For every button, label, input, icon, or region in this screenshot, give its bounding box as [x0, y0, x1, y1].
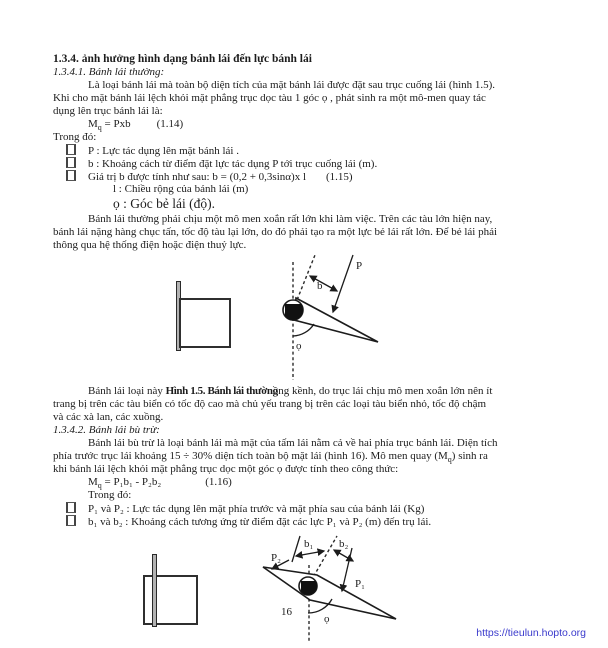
inline-subscript: q — [447, 455, 452, 465]
rudder-blade — [179, 298, 231, 348]
paragraph-line: Bánh lái bù trừ là loại bánh lái mà mặt của tấm lái nằm cả về hai phía trục bánh lái. Diện tích — [88, 437, 498, 449]
paragraph-text: Bánh lái loại này — [88, 385, 166, 397]
paragraph-line: dụng lên trục bánh lái là: — [53, 105, 163, 117]
formula-base: M — [88, 476, 98, 488]
paragraph-line: phía trước trục lái khoảng 15 ÷ 30% diện tích toàn bộ mặt lái (hình 16). Mô men quay $(M_q)$ sinh ra — [53, 450, 488, 465]
rudder-top-view — [270, 252, 460, 389]
paragraph-line: trang bị trên các tàu biển có tốc độ cao mà chủ yếu trang bị trên các loại tàu biển nhỏ, tốc độ chậm — [53, 398, 487, 410]
bullet-text: b₁ và b₂ : Khoảng cách tương ứng từ điểm đặt các lực P₁ và P₂ (m) đến trụ lái. — [88, 516, 432, 528]
page-number: 16 — [281, 606, 292, 618]
bullet-text: b : Khoảng cách từ điểm đặt lực tác dụng P tới trục cuống lái (m). — [88, 158, 378, 170]
subsection-heading-1: 1.3.4.1. Bánh lái thường: — [53, 66, 165, 78]
bullet-item — [53, 515, 572, 528]
definition-line: l : Chiều rộng của bánh lái (m) — [113, 183, 249, 195]
equation-number: (1.14) — [156, 118, 184, 130]
paragraph-line: và các xà lan, các xuồng. — [53, 411, 164, 423]
missing-glyph-box-icon — [66, 157, 76, 168]
bullet-item — [53, 502, 572, 515]
formula-rhs: = P₁b₁ - P₂b₂ — [101, 476, 162, 488]
formula-subscript: q — [97, 481, 102, 491]
measure-boundary-line — [292, 536, 300, 562]
bullet-text: P₁ và P₂ : Lực tác dụng lên mặt phía trước và mặt phía sau của bánh lái (Kg) — [88, 503, 425, 515]
rudder-side-view — [176, 281, 236, 351]
paragraph-line: Khi cho mặt bánh lái lệch khỏi mặt phẳng trục dọc tàu 1 góc ọ , phát sinh ra một mô-men quay tác — [53, 92, 486, 104]
label-b1: b₁ — [304, 538, 314, 550]
rudder-top-view — [255, 534, 415, 648]
paragraph-line: Bánh lái thường phải chịu một mô men xoắn rất lớn khi làm việc. Trên các tàu lớn hiện nay, — [88, 213, 493, 225]
bullet-item — [53, 170, 572, 183]
paragraph-text: ồng kềnh, do trục lái chịu mô men xoắn lớn nên ít — [272, 385, 493, 397]
missing-glyph-box-icon — [66, 144, 76, 155]
label-angle: ọ — [324, 613, 330, 625]
figure-1-caption: Hình 1.5. Bánh lái thường — [165, 385, 278, 397]
figure-1 — [53, 252, 572, 385]
subsection-heading-2: 1.3.4.2. Bánh lái bù trừ: — [53, 424, 160, 436]
rudder-top-view-svg — [270, 252, 460, 385]
bullet-text: P : Lực tác dụng lên mặt bánh lái . — [88, 145, 239, 157]
missing-glyph-box-icon — [66, 502, 76, 513]
formula-1-14 — [53, 118, 572, 131]
missing-glyph-box-icon — [66, 515, 76, 526]
rudder-stock — [152, 554, 157, 627]
label-P2: P₂ — [271, 552, 281, 564]
bullet-text: Giá trị b được tính như sau: b = (0,2 + 0,3sinα)x l — [88, 171, 307, 183]
label-b2: b₂ — [339, 538, 349, 550]
site-link[interactable]: https://tieulun.hopto.org — [476, 627, 586, 639]
equation-number: (1.15) — [326, 171, 353, 183]
formula-rhs: = Pxb — [101, 118, 131, 130]
missing-glyph-box-icon — [66, 170, 76, 181]
distance-b-arrow — [310, 276, 337, 291]
bullet-item — [53, 144, 572, 157]
section-heading: 1.3.4. ảnh hưởng hình dạng bánh lái đến lực bánh lái — [53, 53, 312, 65]
rudder-side-view — [143, 554, 213, 629]
formula-subscript: q — [97, 123, 102, 133]
where-label: Trong đó: — [88, 489, 132, 501]
equation-number: (1.16) — [205, 476, 232, 488]
where-label: Trong đó: — [53, 131, 97, 143]
force-P1-line — [342, 548, 352, 591]
paragraph-line: khi bánh lái lệch khỏi mặt phẳng trục dọc một góc ọ được tính theo công thức: — [53, 463, 399, 475]
formula-base: M — [88, 118, 98, 130]
definition-line-angle: ọ : Góc bẻ lái (độ). — [113, 196, 215, 211]
distance-b1-arrow — [296, 551, 324, 556]
page-content — [53, 52, 572, 648]
label-P1: P₁ — [355, 578, 365, 590]
paragraph-line: bánh lái nặng hàng chục tấn, tốc độ tàu lại lớn, do đó phải tạo ra một lực bẻ lái rất lớn. Để bẻ lái phải — [53, 226, 498, 238]
formula-1-16 — [53, 476, 572, 489]
paragraph-line: Là loại bánh lái mà toàn bộ diện tích của mặt bánh lái được đặt sau trục cuống lái (hình 1.5). — [88, 79, 496, 91]
bullet-item — [53, 157, 572, 170]
paragraph-line: thông qua hệ thống điện hoặc điện thuỷ lực. — [53, 239, 247, 251]
label-P: P — [356, 260, 363, 272]
angle-arc — [293, 324, 314, 336]
label-angle: ọ — [296, 340, 302, 352]
rudder-top-view-svg — [255, 534, 415, 648]
label-b: b — [317, 280, 323, 292]
force-P-line — [333, 255, 353, 312]
